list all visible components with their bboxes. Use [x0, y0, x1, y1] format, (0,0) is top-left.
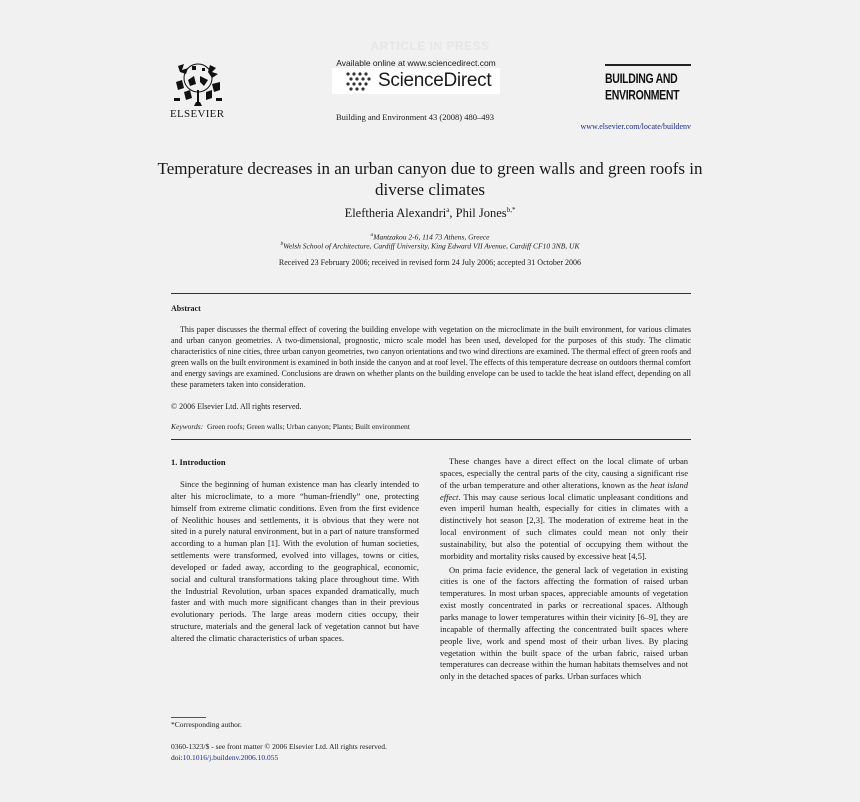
journal-url-link[interactable]: www.elsevier.com/locate/buildenv [580, 122, 691, 131]
doi-line: doi:10.1016/j.buildenv.2006.10.055 [171, 752, 279, 762]
author-affiliation-mark: a [446, 206, 450, 214]
author-name: Phil Jones [455, 206, 507, 221]
affiliation: $^a$Mantzakou 2-6, 114 73 Athens, Greece [370, 232, 490, 242]
divider [171, 293, 691, 294]
left-column [171, 479, 419, 645]
issn-block [171, 742, 387, 763]
corresponding-author-footnote: *Corresponding author. [171, 720, 242, 729]
author-affiliation-mark: b,* [506, 206, 516, 214]
keywords-label: Keywords: [171, 422, 204, 431]
journal-logo-line2: ENVIRONMENT [605, 87, 680, 104]
paragraph: Since the beginning of human existence man has clearly intended to alter his microclimate, to a more “human-friendly” one, protecting himself from extreme climatic conditions. Even from the first evidence of Neolithic houses and settlements, it is obvious that they were not sited in a purely natural environment, but in a part of nature transformed according to a human plan [1]. With the evolution of human societies, settlements were transformed, evolved into villages, towns or cities, developed or faded away, according to the geographical, economic, social and cultural transformations taking place throughout time. With the Industrial Revolution, urban spaces expanded dramatically, much faster and with much more significant changes than in their previous evolutionary periods. The large areas modern cities occupy, their structure, materials and the general lack of vegetation cannot but have altered the climatic characteristics of urban spaces. [171, 479, 419, 643]
elsevier-wordmark: ELSEVIER [170, 108, 225, 120]
author-list: Eleftheria Alexandri$^a$, Phil Jones$^{b,*}$ [344, 206, 516, 221]
copyright-line: © 2006 Elsevier Ltd. All rights reserved. [171, 402, 302, 411]
journal-reference: Building and Environment 43 (2008) 480–493 [336, 112, 494, 122]
abstract-heading: Abstract [171, 304, 201, 313]
footnote-divider [171, 717, 206, 718]
article-in-press-watermark: ARTICLE IN PRESS [370, 39, 490, 53]
abstract-text: This paper discusses the thermal effect of covering the building envelope with vegetation on the microclimate in the built environment, for various climates and urban canyon geometries. A two-dimensional, prognostic, micro scale model has been used, developed for the purposes of this study. The climatic characteristics of nine cities, three urban canyon geometries, two canyon orientations and two wind directions are examined. The thermal effect of green roofs and green walls on the built environment is examined in both inside the canyon and at roof level. The effects of this temperature decrease on outdoors thermal comfort and energy savings are examined. Conclusions are drawn on whether plants on the building envelope can be used to tackle the heat island effect, depending on all these parameters taken into consideration. [171, 325, 691, 389]
right-column [440, 456, 688, 683]
doi-link[interactable]: 10.1016/j.buildenv.2006.10.055 [182, 752, 279, 762]
keywords-text: Green roofs; Green walls; Urban canyon; Plants; Built environment [206, 422, 410, 431]
affiliation: $^b$Welsh School of Architecture, Cardiff University, King Edward VII Avenue, Cardiff CF10 3NB, UK [280, 241, 580, 251]
sciencedirect-wordmark: ScienceDirect [378, 70, 492, 91]
paragraph: On prima facie evidence, the general lack of vegetation in existing cities is one of the factors affecting the formation of raised urban temperatures. In most urban spaces, appreciable amounts of vegetation exist mostly concentrated in parks or recreational spaces. Although parks manage to lower temperatures within their vicinity [6–9], they are incapable of thermally affecting the concentrated built spaces where people live, work and spend most of their urban lives. By placing vegetation within the built space of the urban fabric, raised urban temperatures can decrease within the human habitats themselves and not only in the detached spaces of parks. Urban surfaces which [440, 564, 688, 682]
article-title: Temperature decreases in an urban canyon due to green walls and green roofs in diverse climates [157, 159, 703, 199]
sciencedirect-dots-icon [344, 70, 376, 92]
journal-logo [605, 62, 691, 110]
journal-logo-line1: BUILDING AND [605, 71, 678, 88]
paragraph: These changes have a direct effect on the local climate of urban spaces, especially the central parts of the city, causing a significant rise of the urban temperature and other alterations, known as the heat island effect. This may cause serious local climatic unpleasant conditions and even imperil human health, especially for cities in climates with a distinctively hot season [2,3]. The moderation of extreme heat in the local environment of such climates could mean not only their sustainability, but also the potential of occupying them without the morbidity and mortality risks caused by excessive heat [4,5]. [440, 456, 688, 561]
keywords-line [171, 422, 410, 431]
divider [171, 439, 691, 440]
section-heading: 1. Introduction [171, 457, 226, 467]
author-name: Eleftheria Alexandri [344, 206, 447, 221]
elsevier-tree-logo-icon [170, 60, 226, 108]
available-online-text: Available online at www.sciencedirect.com [336, 58, 496, 68]
received-dates: Received 23 February 2006; received in revised form 24 July 2006; accepted 31 October 2006 [278, 258, 582, 267]
issn-line: 0360-1323/$ - see front matter © 2006 Elsevier Ltd. All rights reserved. [171, 742, 387, 751]
